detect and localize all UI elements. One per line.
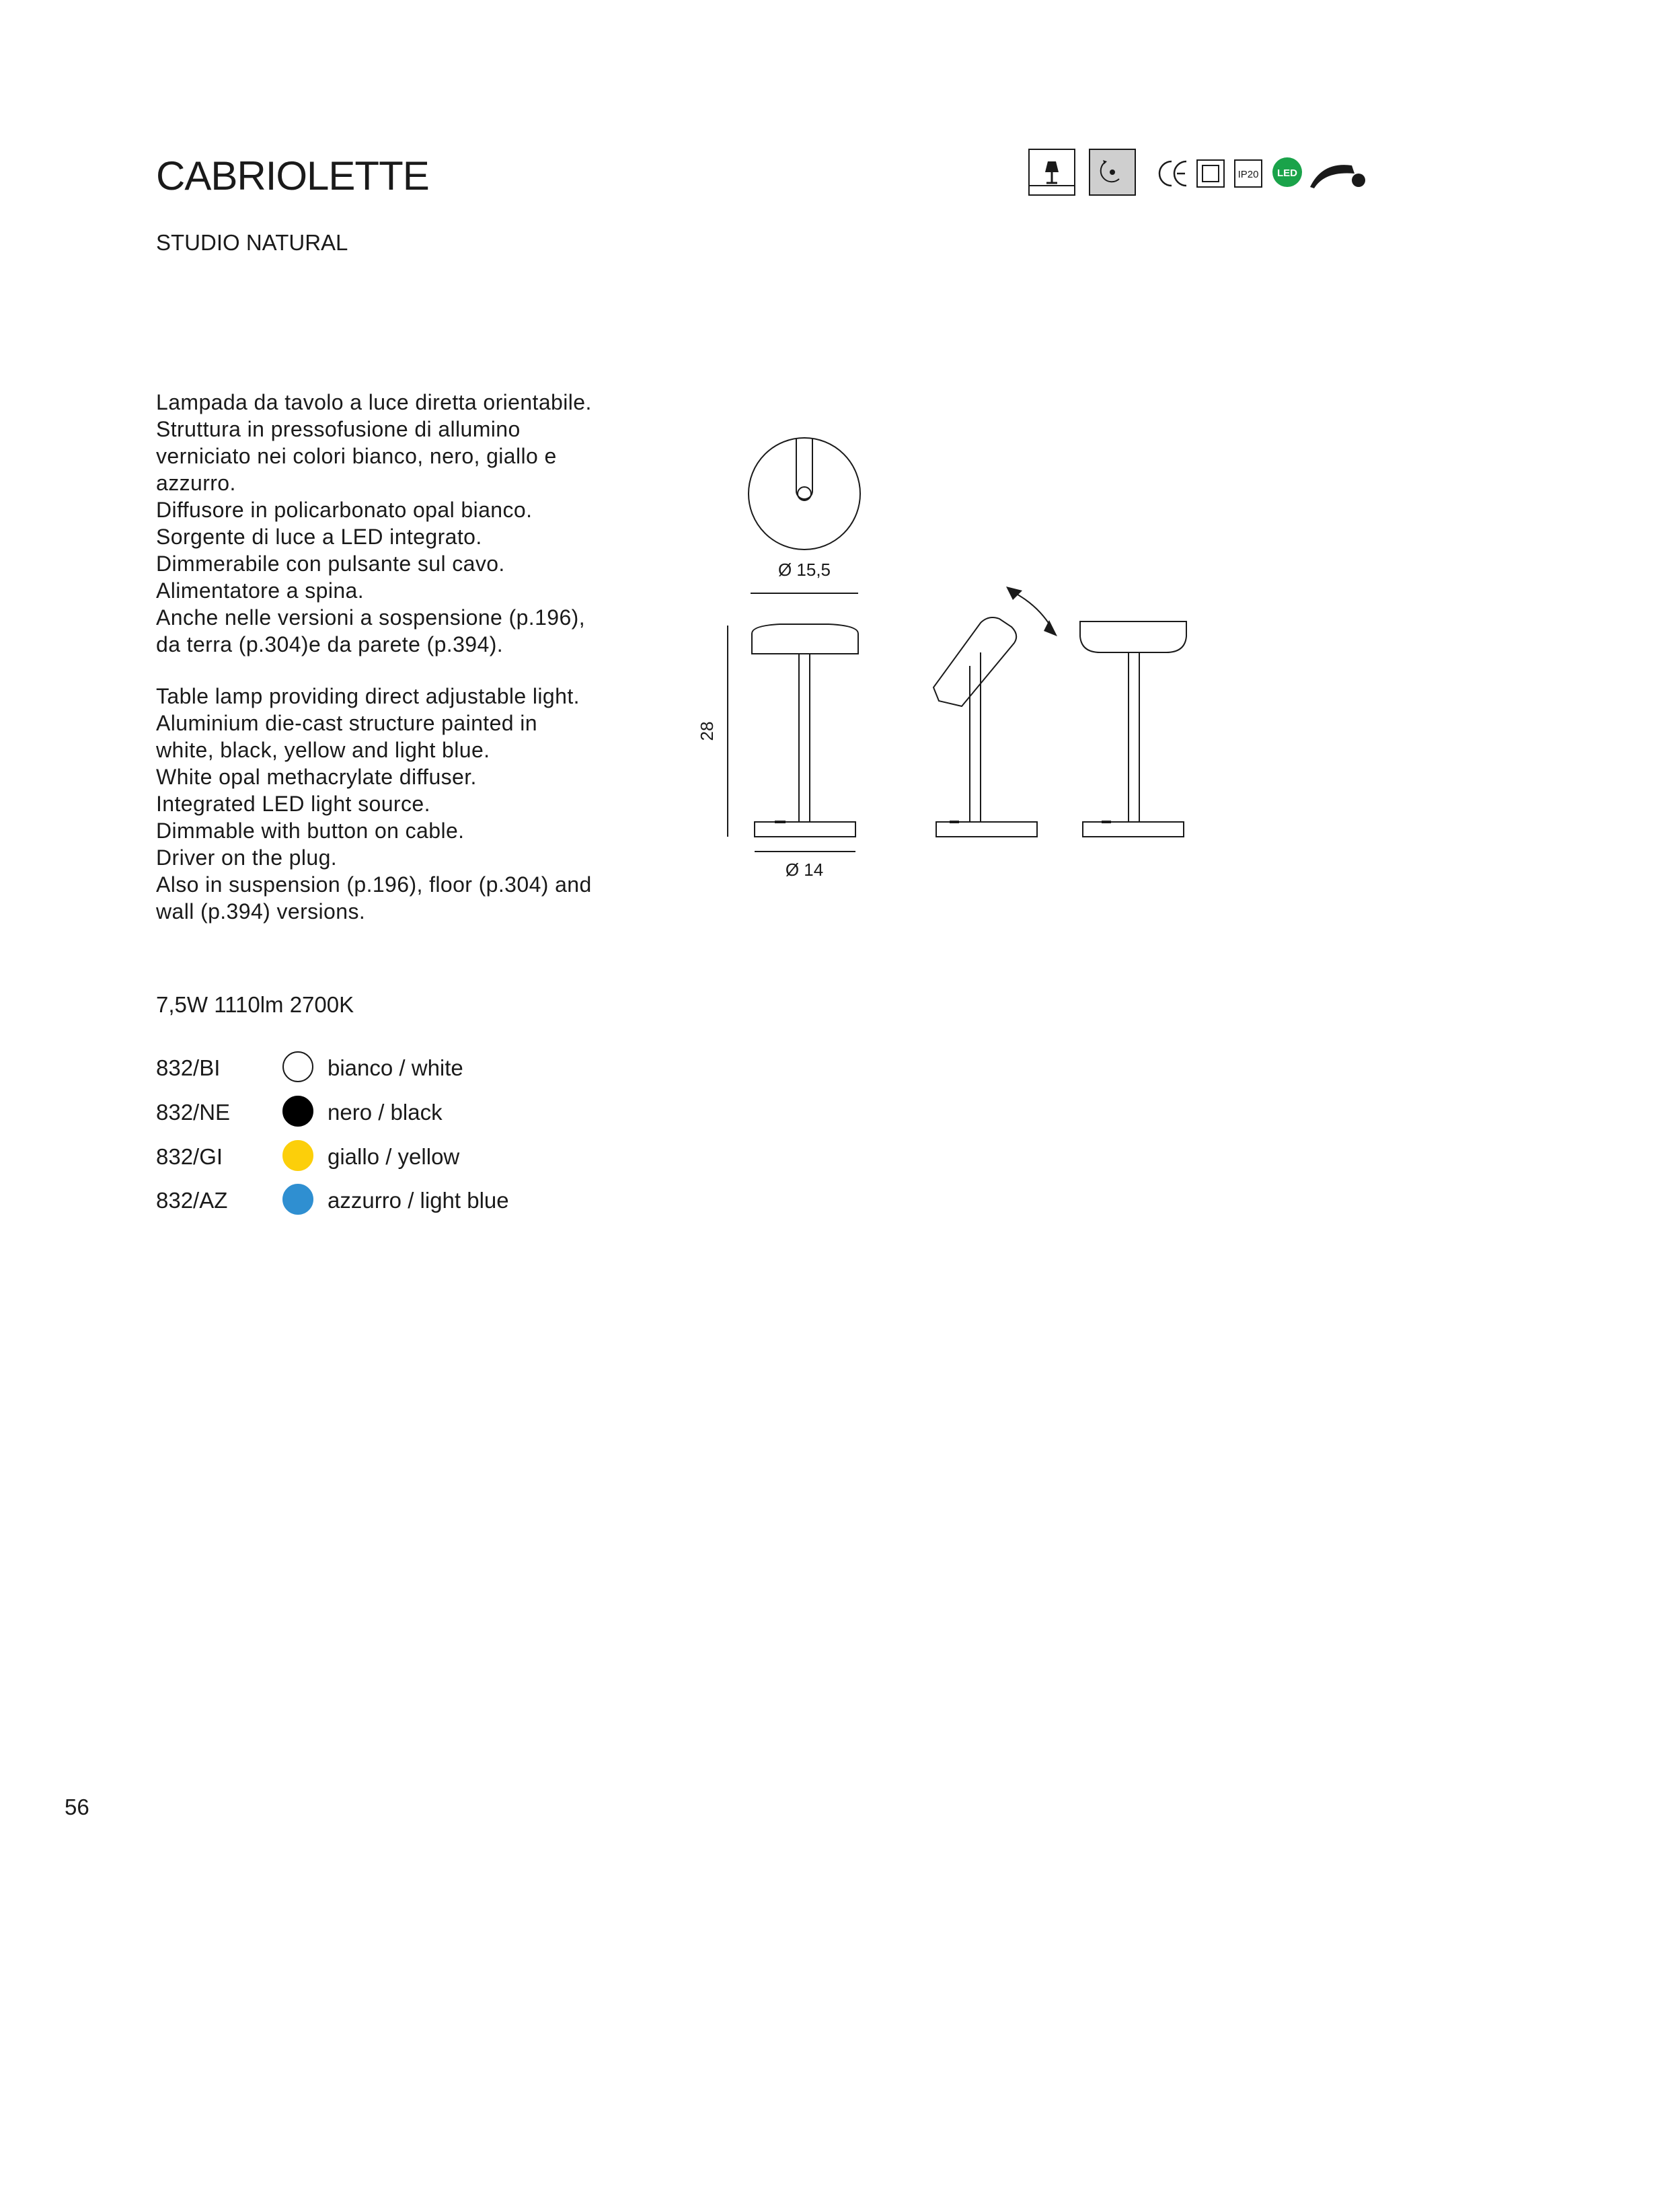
product-subtitle: STUDIO NATURAL [156, 230, 348, 255]
height-label: 28 [697, 721, 717, 741]
variant-color-name: bianco / white [328, 1055, 463, 1080]
dimmer-icon [1310, 165, 1365, 188]
desc-line: Dimmerabile con pulsante sul cavo. [156, 552, 505, 576]
desc-line: Dimmable with button on cable. [156, 819, 465, 843]
desc-line: Diffusore in policarbonato opal bianco. [156, 498, 533, 522]
rotation-arrow-up [1006, 587, 1022, 600]
desc-line: wall (p.394) versions. [156, 899, 366, 923]
ip20-icon [1235, 160, 1262, 187]
ce-mark-icon [1159, 161, 1186, 186]
desc-line: White opal methacrylate diffuser. [156, 765, 477, 789]
led-label: LED [1277, 167, 1297, 179]
desc-line: Integrated LED light source. [156, 792, 430, 816]
color-swatch [282, 1096, 313, 1127]
variant-row [156, 1051, 560, 1085]
tilted-view [933, 592, 1052, 837]
desc-line: Sorgente di luce a LED integrato. [156, 525, 482, 549]
variant-code: 832/AZ [156, 1188, 228, 1213]
variant-row [156, 1140, 560, 1174]
color-swatch [282, 1140, 313, 1171]
desc-line: da terra (p.304)e da parete (p.394). [156, 632, 504, 656]
desc-line: Struttura in pressofusione di allumino [156, 417, 521, 441]
desc-line: white, black, yellow and light blue. [156, 738, 490, 762]
led-badge-icon [1272, 157, 1302, 187]
variant-code: 832/GI [156, 1144, 223, 1169]
variant-color-name: giallo / yellow [328, 1144, 460, 1169]
variant-color-name: nero / black [328, 1100, 443, 1125]
ip20-label: IP20 [1237, 169, 1259, 180]
desc-line: Aluminium die-cast structure painted in [156, 711, 537, 735]
color-swatch [282, 1184, 313, 1215]
page-number: 56 [65, 1795, 89, 1819]
adjustable-light-icon [1090, 149, 1135, 195]
desc-line: Driver on the plug. [156, 845, 338, 870]
desc-line: azzurro. [156, 471, 236, 495]
technical-drawing [686, 424, 1224, 895]
description-italian [156, 389, 592, 658]
feature-icons [1022, 141, 1412, 209]
desc-line: Anche nelle versioni a sospensione (p.196), [156, 605, 586, 630]
rear-view [1080, 621, 1186, 837]
desc-line: Lampada da tavolo a luce diretta orientabile. [156, 390, 592, 414]
desc-line: verniciato nei colori bianco, nero, giallo e [156, 444, 557, 468]
base-diameter-label: Ø 14 [785, 860, 824, 880]
class-ii-icon [1197, 160, 1224, 187]
variant-code: 832/BI [156, 1055, 221, 1080]
light-specs: 7,5W 1110lm 2700K [156, 992, 354, 1017]
variant-row [156, 1096, 560, 1129]
table-lamp-icon [1029, 149, 1075, 195]
product-title: CABRIOLETTE [156, 153, 429, 198]
variant-color-name: azzurro / light blue [328, 1188, 509, 1213]
front-view [728, 624, 858, 852]
desc-line: Table lamp providing direct adjustable light. [156, 684, 580, 708]
variant-code: 832/NE [156, 1100, 231, 1125]
variant-row [156, 1184, 560, 1217]
description-english [156, 683, 592, 925]
desc-line: Alimentatore a spina. [156, 578, 365, 603]
desc-line: Also in suspension (p.196), floor (p.304) and [156, 872, 592, 897]
rotation-arrow-down [1044, 620, 1057, 636]
color-swatch [282, 1051, 313, 1082]
top-diameter-label: Ø 15,5 [777, 560, 831, 580]
